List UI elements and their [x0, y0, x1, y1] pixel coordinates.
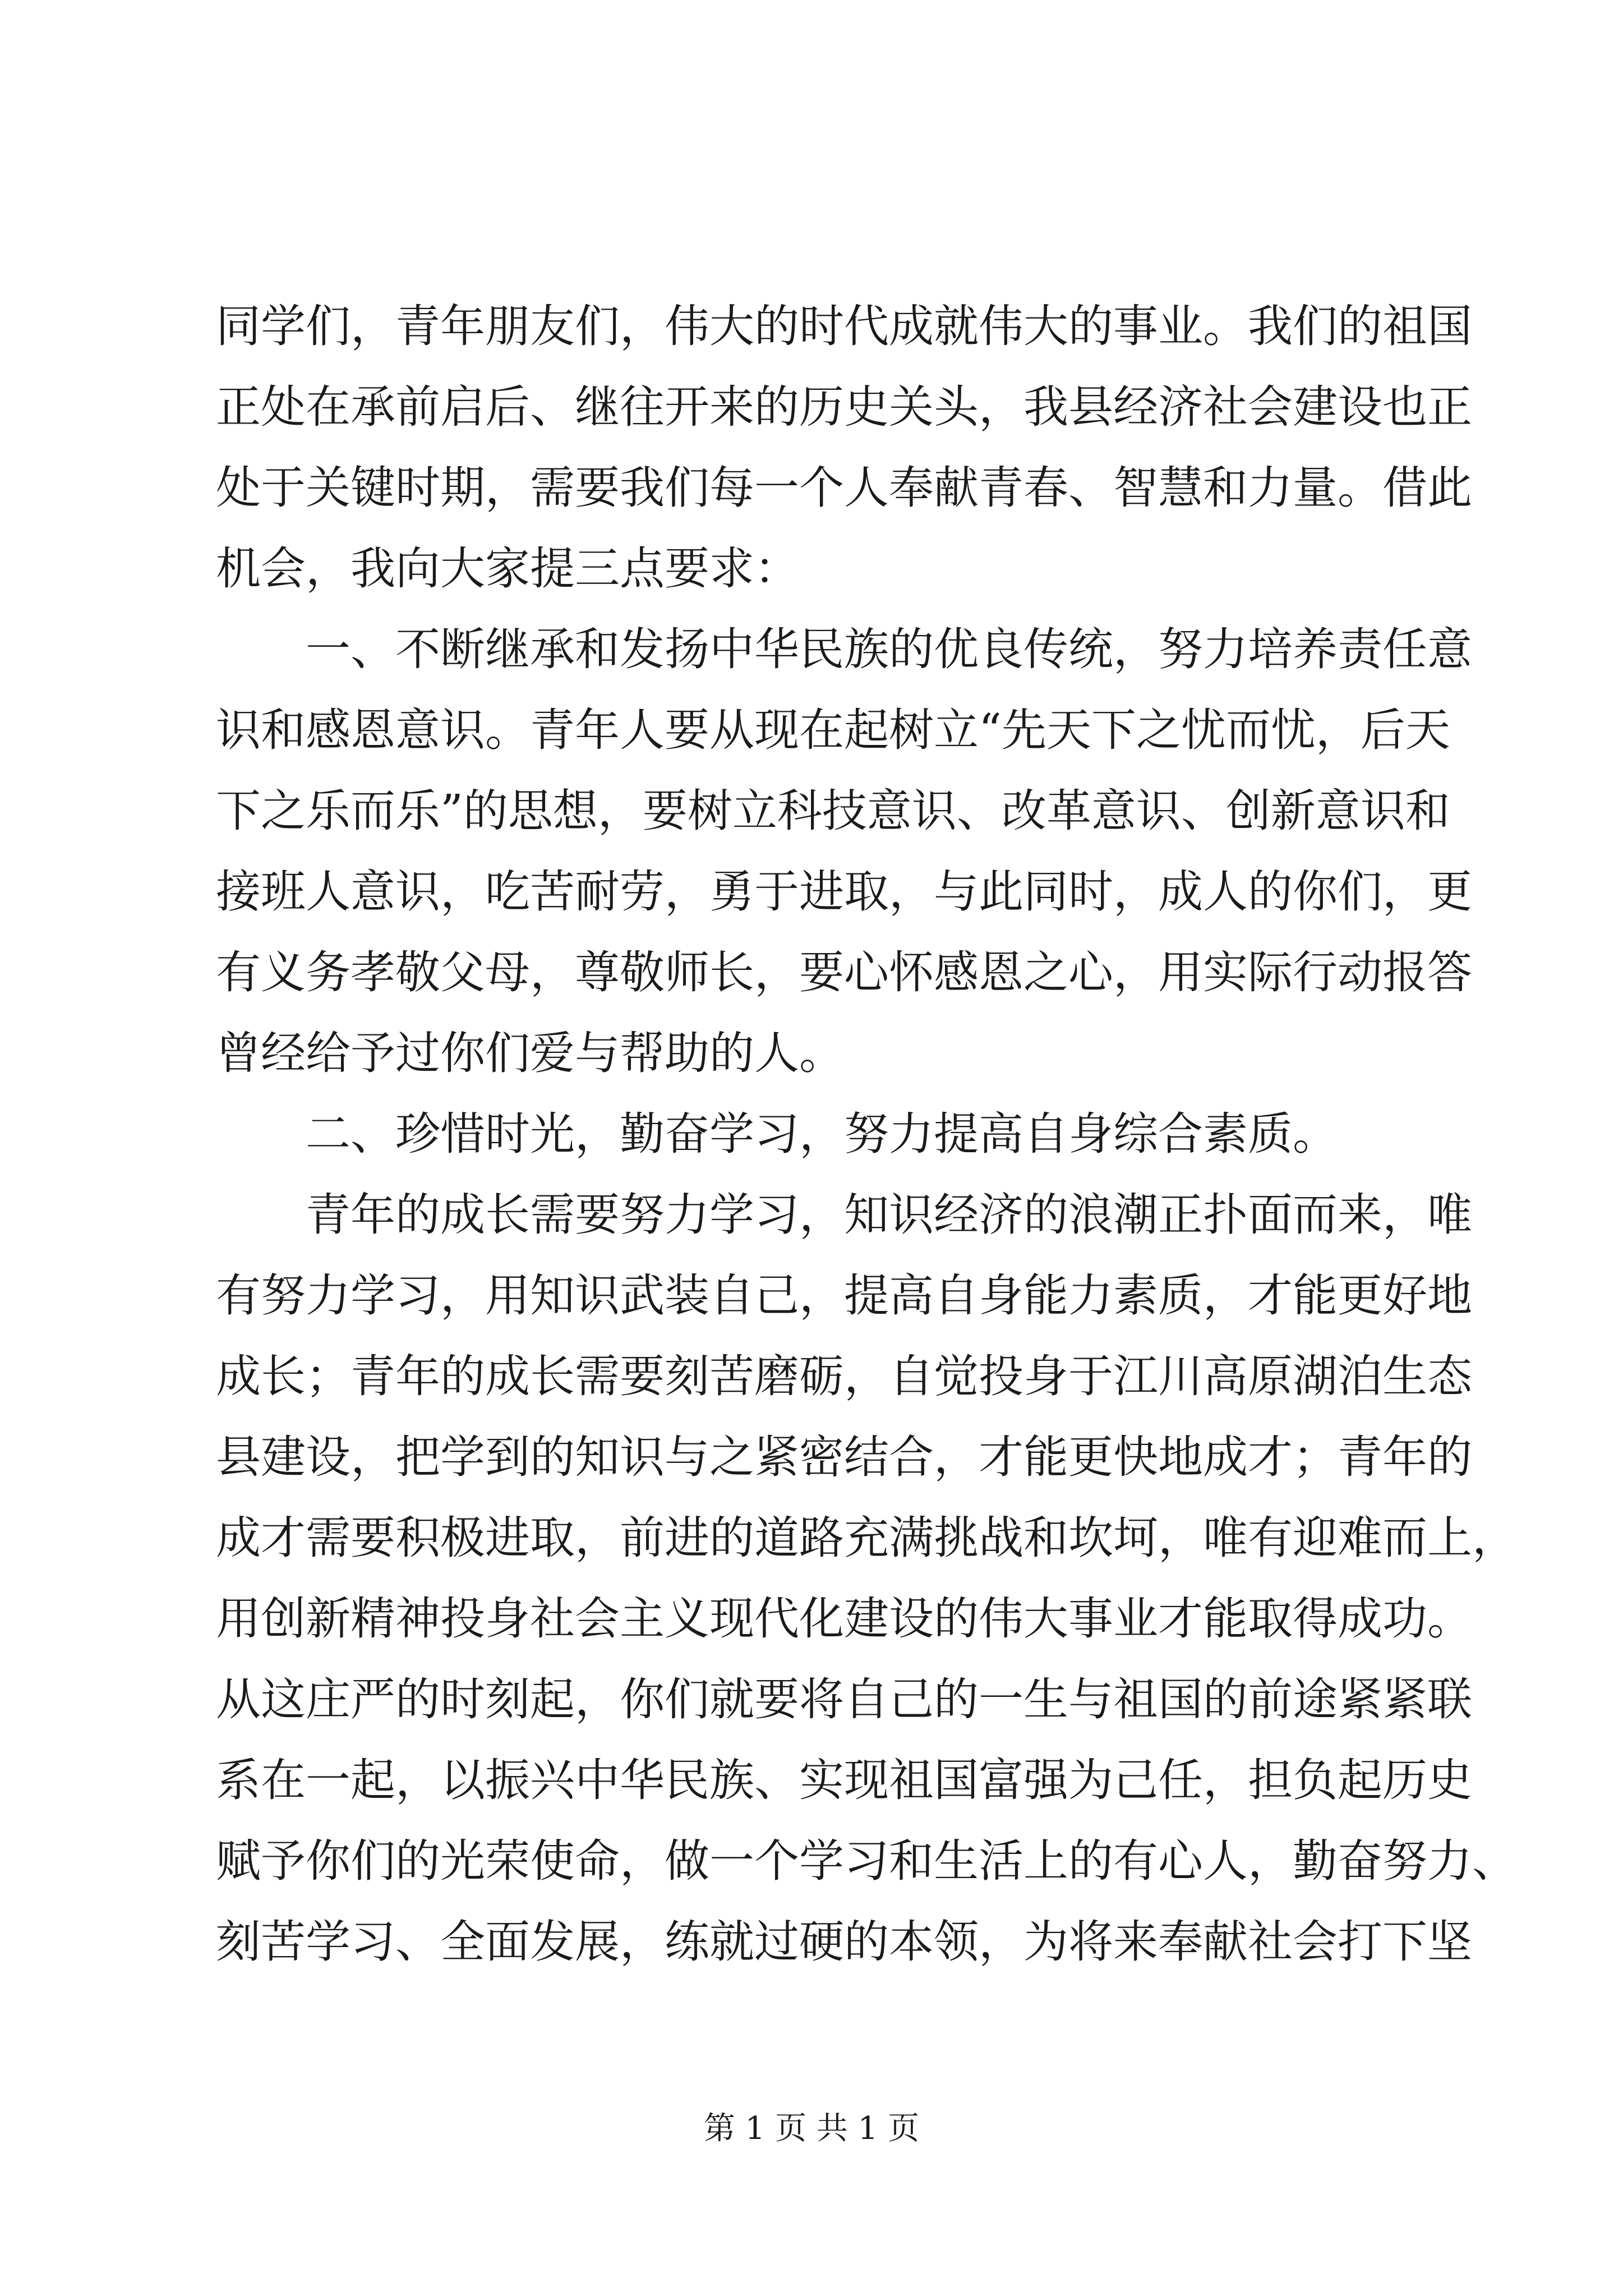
text-line: 用创新精神投身社会主义现代化建设的伟大事业才能取得成功。 — [216, 1593, 1472, 1645]
text-line: 同学们，青年朋友们，伟大的时代成就伟大的事业。我们的祖国 — [216, 300, 1472, 352]
text-line: 成长；青年的成长需要刻苦磨砺，自觉投身于江川高原湖泊生态 — [216, 1350, 1472, 1402]
text-line: 刻苦学习、全面发展，练就过硬的本领，为将来奉献社会打下坚 — [216, 1916, 1472, 1968]
text-line: 识和感恩意识。青年人要从现在起树立“先天下之忧而忧，后天 — [216, 704, 1450, 756]
section-heading-1: 一、不断继承和发扬中华民族的优良传统，努力培养责任意 — [306, 623, 1472, 675]
text-line: 有义务孝敬父母，尊敬师长，要心怀感恩之心，用实际行动报答 — [216, 946, 1472, 999]
text-line: 青年的成长需要努力学习，知识经济的浪潮正扑面而来，唯 — [306, 1189, 1472, 1241]
text-line: 机会，我向大家提三点要求： — [216, 542, 799, 595]
text-line: 县建设，把学到的知识与之紧密结合，才能更快地成才；青年的 — [216, 1431, 1472, 1483]
text-line: 曾经给予过你们爱与帮助的人。 — [216, 1027, 844, 1079]
section-heading-2: 二、珍惜时光，勤奋学习，努力提高自身综合素质。 — [306, 1108, 1338, 1160]
text-line: 处于关键时期，需要我们每一个人奉献青春、智慧和力量。借此 — [216, 462, 1472, 514]
page-footer: 第 1 页 共 1 页 — [703, 2110, 920, 2147]
text-line: 从这庄严的时刻起，你们就要将自己的一生与祖国的前途紧紧联 — [216, 1673, 1472, 1726]
text-line: 下之乐而乐”的思想，要树立科技意识、改革意识、创新意识和 — [216, 785, 1450, 837]
document-body — [216, 286, 1517, 1982]
text-line: 赋予你们的光荣使命，做一个学习和生活上的有心人，勤奋努力、 — [216, 1835, 1517, 1887]
text-line: 有努力学习，用知识武装自己，提高自身能力素质，才能更好地 — [216, 1269, 1472, 1322]
text-line: 系在一起，以振兴中华民族、实现祖国富强为己任，担负起历史 — [216, 1754, 1472, 1806]
text-line: 成才需要积极进取，前进的道路充满挑战和坎坷，唯有迎难而上， — [216, 1512, 1517, 1564]
text-line: 正处在承前启后、继往开来的历史关头，我县经济社会建设也正 — [216, 381, 1472, 433]
text-line: 接班人意识，吃苦耐劳，勇于进取，与此同时，成人的你们，更 — [216, 866, 1472, 918]
